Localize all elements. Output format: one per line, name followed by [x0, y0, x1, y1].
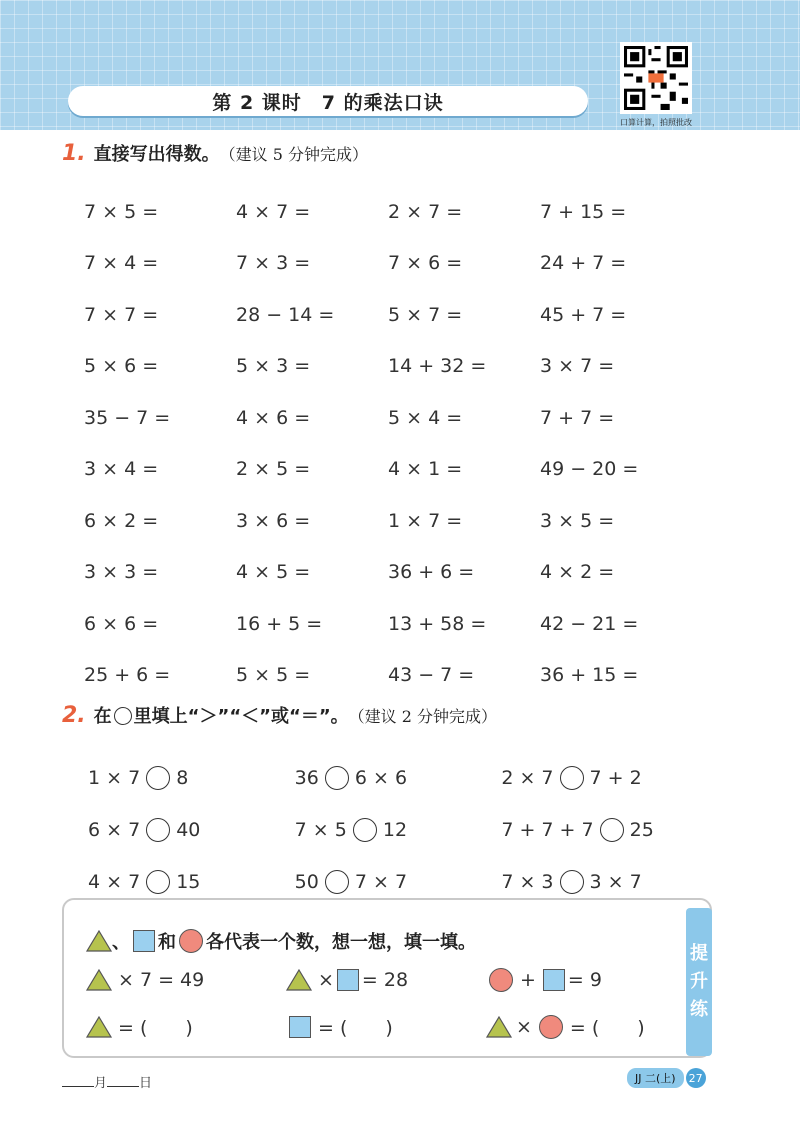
calc-problem[interactable]: 49 − 20 =: [540, 458, 639, 481]
compare-left: 6 × 7: [88, 819, 141, 841]
side-tab-char: 练: [690, 999, 708, 1020]
triangle-icon: [86, 1016, 112, 1038]
compare-circle-blank[interactable]: [325, 870, 349, 894]
day-blank[interactable]: [107, 1075, 139, 1087]
answer-blank: = ( ): [318, 1017, 393, 1039]
equation-1-text: × 7 = 49: [118, 969, 205, 991]
compare-circle-blank[interactable]: [146, 818, 170, 842]
compare-circle-blank[interactable]: [353, 818, 377, 842]
equation-3-op: +: [520, 969, 536, 991]
compare-problem: [88, 766, 295, 790]
compare-left: 4 × 7: [88, 871, 141, 893]
calc-row: [84, 186, 704, 238]
compare-problem: [501, 818, 708, 842]
compare-circle-blank[interactable]: [146, 766, 170, 790]
compare-problem: [501, 766, 708, 790]
compare-circle-blank[interactable]: [560, 766, 584, 790]
compare-right: 12: [382, 819, 408, 841]
calc-problem[interactable]: 3 × 4 =: [84, 458, 159, 481]
answer-blank: = ( ): [569, 1017, 645, 1039]
calc-problem[interactable]: 2 × 7 =: [388, 200, 463, 223]
compare-right: 15: [176, 871, 201, 893]
calc-problem[interactable]: 3 × 7 =: [540, 355, 615, 378]
section-1-heading: [62, 140, 368, 166]
challenge-and: 和: [158, 932, 176, 953]
compare-left: 7 + 7 + 7: [501, 819, 594, 841]
calc-problem[interactable]: 7 + 7 =: [540, 406, 615, 429]
challenge-sep: 、: [112, 932, 130, 953]
compare-left: 50: [294, 871, 319, 893]
section-2-text-after: 里填上“＞”“＜”或“＝”。: [133, 706, 349, 727]
calc-problem[interactable]: 4 × 5 =: [236, 561, 311, 584]
calc-row: [84, 650, 704, 702]
section-2-text-before: 在: [93, 706, 112, 727]
compare-circle-blank[interactable]: [560, 870, 584, 894]
section-2-number: 2.: [62, 703, 86, 728]
compare-problem: [501, 870, 708, 894]
calc-problem[interactable]: 7 + 15 =: [540, 200, 627, 223]
calc-problem[interactable]: 5 × 7 =: [388, 303, 463, 326]
calc-row: [84, 238, 704, 290]
calculation-grid: [84, 186, 704, 701]
calc-problem[interactable]: 25 + 6 =: [84, 664, 171, 687]
compare-left: 2 × 7: [501, 767, 554, 789]
date-field[interactable]: [62, 1072, 152, 1091]
answer-square[interactable]: [286, 1013, 486, 1040]
calc-problem[interactable]: 4 × 7 =: [236, 200, 311, 223]
section-2-text: [94, 702, 349, 728]
calc-problem[interactable]: 3 × 3 =: [84, 561, 159, 584]
compare-circle-blank[interactable]: [325, 766, 349, 790]
calc-problem[interactable]: 28 − 14 =: [236, 303, 335, 326]
calc-problem[interactable]: 24 + 7 =: [540, 252, 627, 275]
compare-left: 7 × 3: [501, 871, 554, 893]
compare-row: [88, 804, 708, 856]
calc-problem[interactable]: 36 + 15 =: [540, 664, 639, 687]
side-tab: [686, 908, 712, 1056]
calc-problem[interactable]: 7 × 4 =: [84, 252, 159, 275]
calc-problem[interactable]: 13 + 58 =: [388, 612, 487, 635]
square-icon: [133, 930, 155, 952]
qr-caption: 口算计算，拍照批改: [620, 118, 692, 127]
answer-blank: = ( ): [118, 1017, 193, 1039]
compare-right: 7 + 2: [589, 767, 642, 789]
calc-problem[interactable]: 3 × 5 =: [540, 509, 615, 532]
triangle-icon: [486, 1016, 512, 1038]
challenge-answers: [86, 1013, 686, 1040]
calc-problem[interactable]: 3 × 6 =: [236, 509, 311, 532]
challenge-intro: [86, 928, 476, 954]
calc-problem[interactable]: 4 × 2 =: [540, 561, 615, 584]
calc-row: [84, 289, 704, 341]
section-2-heading: [62, 702, 497, 728]
compare-problem: [295, 818, 502, 842]
answer-times: ×: [516, 1015, 532, 1038]
calc-problem[interactable]: 42 − 21 =: [540, 612, 639, 635]
compare-circle-blank[interactable]: [146, 870, 170, 894]
section-2-note: （建议 2 分钟完成）: [348, 707, 498, 726]
answer-product[interactable]: [486, 1013, 686, 1040]
compare-problem: [88, 870, 295, 894]
challenge-equations: [86, 968, 686, 992]
calc-row: [84, 392, 704, 444]
circle-icon: [539, 1015, 563, 1039]
calc-row: [84, 341, 704, 393]
calc-problem[interactable]: 7 × 5 =: [84, 200, 159, 223]
qr-code[interactable]: [620, 42, 692, 114]
calc-problem[interactable]: 6 × 6 =: [84, 612, 159, 635]
calc-problem[interactable]: 7 × 7 =: [84, 303, 159, 326]
month-label: 月: [94, 1076, 108, 1091]
calc-problem[interactable]: 1 × 7 =: [388, 509, 463, 532]
compare-left: 7 × 5: [294, 819, 347, 841]
calc-problem[interactable]: 6 × 2 =: [84, 509, 159, 532]
equation-2-result: = 28: [361, 969, 409, 991]
equation-2-op: ×: [318, 969, 334, 991]
triangle-icon: [86, 930, 112, 952]
section-1-text: 直接写出得数。: [93, 144, 220, 165]
calc-problem[interactable]: 4 × 6 =: [236, 406, 311, 429]
calc-problem[interactable]: 16 + 5 =: [236, 612, 323, 635]
page-number: 27: [686, 1068, 706, 1088]
compare-row: [88, 752, 708, 804]
calc-row: [84, 444, 704, 496]
square-icon: [337, 969, 359, 991]
calc-row: [84, 495, 704, 547]
calc-problem[interactable]: 36 + 6 =: [388, 561, 475, 584]
calc-problem[interactable]: 5 × 3 =: [236, 355, 311, 378]
lesson-title-bar: [68, 86, 588, 116]
calc-problem[interactable]: 43 − 7 =: [388, 664, 475, 687]
section-1-number: 1.: [62, 141, 86, 166]
calc-problem[interactable]: 7 × 6 =: [388, 252, 463, 275]
compare-right: 25: [629, 819, 654, 841]
triangle-icon: [286, 969, 312, 991]
compare-problem: [88, 818, 295, 842]
side-tab-char: 升: [690, 971, 708, 992]
equation-3: [486, 968, 686, 992]
section-1-note: （建议 5 分钟完成）: [219, 145, 369, 164]
compare-left: 36: [294, 767, 319, 789]
compare-left: 1 × 7: [88, 767, 141, 789]
compare-right: 3 × 7: [589, 871, 642, 893]
calc-problem[interactable]: 5 × 5 =: [236, 664, 311, 687]
calc-row: [84, 547, 704, 599]
calc-problem[interactable]: 5 × 4 =: [388, 406, 463, 429]
circle-blank-icon: [114, 707, 132, 725]
calc-problem[interactable]: 45 + 7 =: [540, 303, 627, 326]
compare-problem: [295, 870, 502, 894]
circle-icon: [179, 929, 203, 953]
equation-1: [86, 968, 286, 992]
compare-problem: [295, 766, 502, 790]
compare-right: 8: [176, 767, 189, 789]
compare-circle-blank[interactable]: [600, 818, 624, 842]
triangle-icon: [86, 969, 112, 991]
lesson-title: 第 2 课时 7 的乘法口诀: [212, 91, 444, 114]
answer-triangle[interactable]: [86, 1013, 286, 1040]
equation-2: [286, 968, 486, 992]
comparison-grid: [88, 752, 708, 908]
qr-code-icon: [624, 46, 688, 110]
square-icon: [543, 969, 565, 991]
month-blank[interactable]: [62, 1075, 94, 1087]
circle-icon: [489, 968, 513, 992]
challenge-intro-text: 各代表一个数，想一想，填一填。: [206, 932, 476, 953]
page-footer: [627, 1068, 706, 1088]
calc-problem[interactable]: 4 × 1 =: [388, 458, 463, 481]
calc-problem[interactable]: 14 + 32 =: [388, 355, 487, 378]
calc-problem[interactable]: 2 × 5 =: [236, 458, 311, 481]
compare-right: 7 × 7: [354, 871, 408, 893]
calc-problem[interactable]: 5 × 6 =: [84, 355, 159, 378]
calc-problem[interactable]: 7 × 3 =: [236, 252, 311, 275]
square-icon: [289, 1016, 311, 1038]
edition-badge: JJ 二(上): [627, 1068, 684, 1088]
compare-right: 6 × 6: [354, 767, 408, 789]
calc-row: [84, 598, 704, 650]
day-label: 日: [139, 1076, 153, 1091]
compare-right: 40: [176, 819, 201, 841]
side-tab-char: 提: [690, 943, 708, 964]
calc-problem[interactable]: 35 − 7 =: [84, 406, 171, 429]
equation-3-result: = 9: [567, 969, 602, 991]
